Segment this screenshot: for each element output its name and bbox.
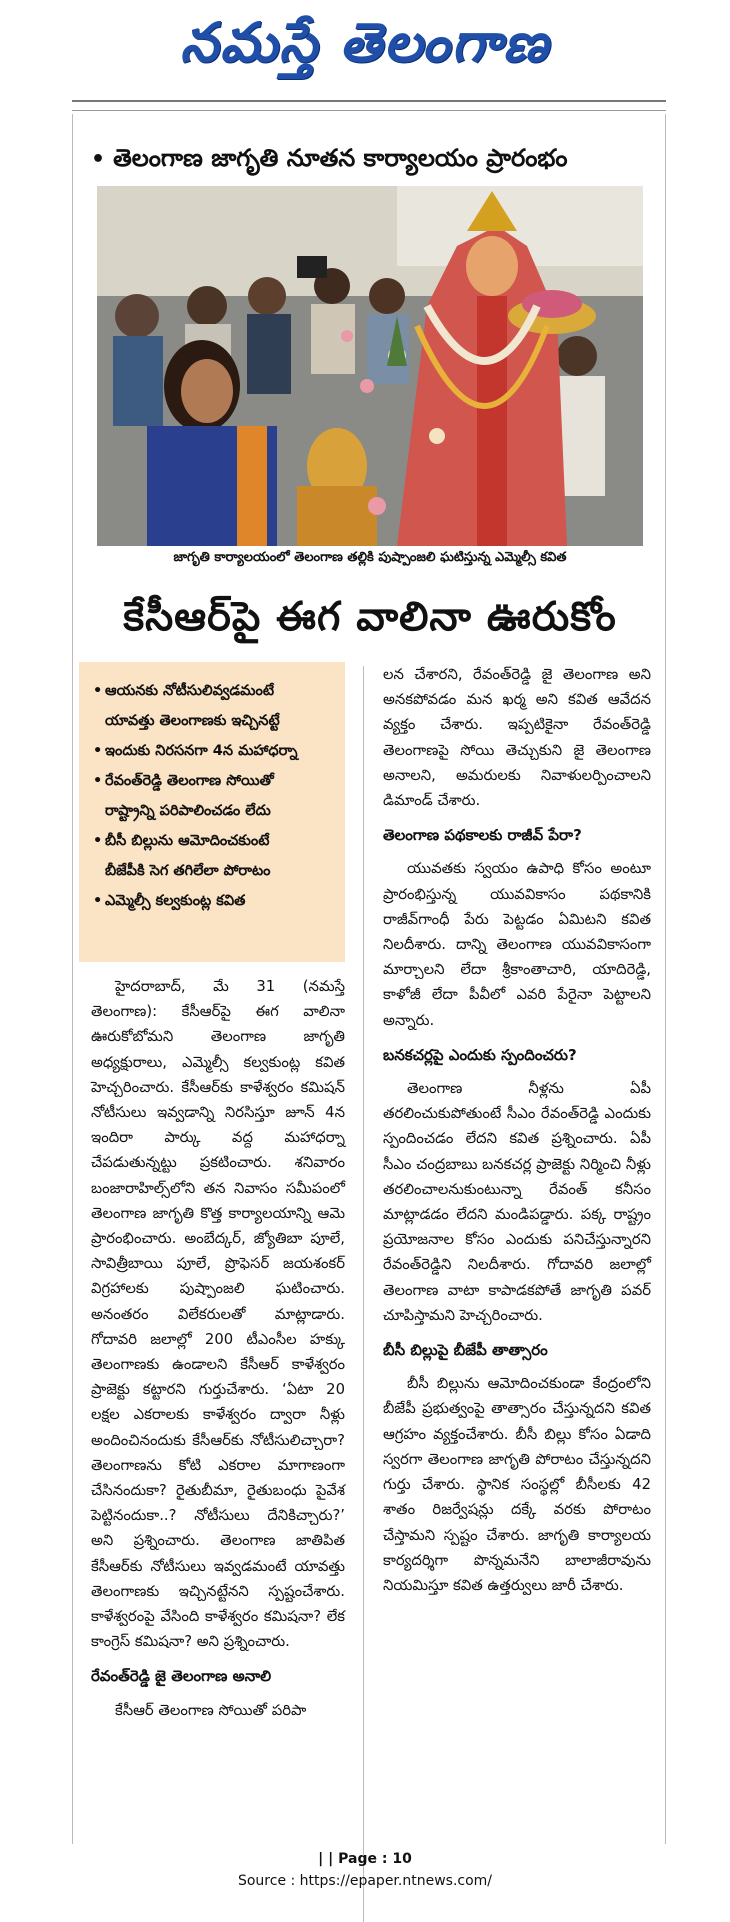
highlight-line: బీజేపీకి సెగ తగిలేలా పోరాటం xyxy=(105,863,271,879)
body-paragraph: యువతకు స్వయం ఉపాధి కోసం అంటూ ప్రారంభిస్తున్న యువవికాసం పథకానికి రాజీవ్‌గాంధీ పేరు పెట్టడం ఏమిటని కవిత నిలదీశారు. దాన్ని తెలంగాణ యువవికాసంగా మార్చాలని లేదా శ్రీకాంతాచారి, యాదిరెడ్డి, కాళోజీ లేదా పీవీలో ఎవరి పేరైనా పెట్టాలని అన్నారు. xyxy=(383,860,651,1029)
page-footer xyxy=(0,1848,730,1892)
bullet-icon: • xyxy=(93,683,103,699)
news-article xyxy=(72,114,666,1844)
photo-caption: జాగృతి కార్యాలయంలో తెలంగాణ తల్లికి పుష్పాంజలి ఘటిస్తున్న ఎమ్మెల్సీ కవిత xyxy=(173,550,567,565)
highlight-line: • ఎమ్మెల్సీ కల్వకుంట్ల కవిత xyxy=(93,886,337,916)
bullet-icon: • xyxy=(93,773,103,789)
body-paragraph: లన చేశారని, రేవంత్‌రెడ్డి జై తెలంగాణ అని అనకపోవడం మన ఖర్మ అని కవిత ఆవేదన వ్యక్తం చేశారు. ఇప్పటికైనా రేవంత్‌రెడ్డి తెలంగాణపై సోయి తెచ్చుకుని జై తెలంగాణ అనాలని, అమరులకు నివాళులర్పించాలని డిమాండ్ చేశారు. xyxy=(383,666,651,810)
bullet-icon: • xyxy=(93,743,103,759)
highlight-line: • ఇందుకు నిరసనగా 4న మహాధర్నా xyxy=(93,736,337,766)
highlight-line: • ఆయనకు నోటీసులివ్వడమంటే xyxy=(93,676,337,706)
subheading: రేవంత్‌రెడ్డి జై తెలంగాణ అనాలి xyxy=(91,1667,272,1686)
lead-paragraph: హైదరాబాద్, మే 31 (నమస్తే తెలంగాణ): కేసీఆర్‌పై ఈగ వాలినా ఊరుకోబోమని తెలంగాణ జాగృతి అధ్యక్షురాలు, ఎమ్మెల్సీ కల్వకుంట్ల కవిత హెచ్చరించారు. కేసీఆర్‌కు కాళేశ్వరం కమిషన్ నోటీసులు ఇవ్వడాన్ని నిరసిస్తూ జూన్ 4న ఇందిరా పార్కు వద్ద మహాధర్నా చేపడుతున్నట్టు ప్రకటించారు. శనివారం బంజారాహిల్స్‌లోని తన నివాసం సమీపంలో తెలంగాణ జాగృతి కొత్త కార్యాలయాన్ని ఆమె ప్రారంభించారు. అంబేద్కర్, జ్యోతిబా పూలే, సావిత్రీబాయి పూలే, ప్రొఫెసర్ జయశంకర్ విగ్రహాలకు పుష్పాంజలి ఘటించారు. అనంతరం విలేకరులతో మాట్లాడారు. గోదావరి జలాల్లో 200 టీఎంసీల హక్కు తెలంగాణకు ఉండాలని కేసీఆర్ కాళేశ్వరం ప్రాజెక్టు కట్టారని గుర్తుచేశారు. ‘ఏటా 20 లక్షల ఎకరాలకు కాళేశ్వరం ద్వారా నీళ్లు అందించినందుకు కేసీఆర్‌కు నోటీసులిచ్చారా? తెలంగాణను కోటి ఎకరాల మాగాణంగా చేసినందుకా? రైతుబీమా, రైతుబంధు పైవేశ పెట్టినందుకా..? నోటీసులు దేనికిచ్చారు?’ అని ప్రశ్నించారు. తెలంగాణ జాతిపిత కేసీఆర్‌కు నోటీసులు ఇవ్వడమంటే యావత్తు తెలంగాణకు ఇచ్చినట్టేనని స్పష్టంచేశారు. కాళేశ్వరంపై వేసింది కాళేశ్వరం కమిషనా? లేక కాంగ్రెస్ కమిషనా? అని ప్రశ్నించారు. xyxy=(91,978,345,1651)
bullet-icon: • xyxy=(93,833,103,849)
highlight-line: రాష్ట్రాన్ని పరిపాలించడం లేదు xyxy=(105,803,271,819)
subheading: బనకచర్లపై ఎందుకు స్పందించరు? xyxy=(383,1045,577,1064)
newspaper-logo: నమస్తే తెలంగాణ xyxy=(180,10,550,74)
subheading: తెలంగాణ పథకాలకు రాజీవ్ పేరా? xyxy=(383,826,582,845)
bullet-icon: • xyxy=(91,147,106,172)
highlight-line: యావత్తు తెలంగాణకు ఇచ్చినట్టే xyxy=(105,713,280,729)
masthead-rule-thin xyxy=(72,110,666,111)
subheading: బీసీ బిల్లుపై బీజేపీ తాత్సారం xyxy=(383,1341,548,1360)
highlight-line: • రేవంత్‌రెడ్డి తెలంగాణ సోయితో xyxy=(93,766,337,796)
photo-illustration xyxy=(97,186,643,546)
masthead-rule xyxy=(72,100,666,102)
left-column xyxy=(91,974,345,1723)
column-divider xyxy=(363,666,364,1922)
body-paragraph: తెలంగాణ నీళ్లను ఏపీ తరలించుకుపోతుంటే సీఎం రేవంత్‌రెడ్డి ఎందుకు స్పందించడం లేదని కవిత ప్రశ్నించారు. ఏపీ సీఎం చంద్రబాబు బనకచర్ల ప్రాజెక్టు నిర్మించి నీళ్లు తరలించాలనుకుంటున్నా రేవంత్ కనీసం మాట్లాడడం లేదని మండిపడ్డారు. పక్క రాష్ట్రం ప్రయోజనాల కోసం ఎందుకు పనిచేస్తున్నారని రేవంత్‌రెడ్డిని నిలదీశారు. గోదావరి జలాల్లో తెలంగాణ వాటా కాపాడకపోతే జాగృతి పవర్ చూపిస్తామని హెచ్చరించారు. xyxy=(383,1080,651,1324)
masthead xyxy=(0,0,730,96)
article-headline: కేసీఆర్‌పై ఈగ వాలినా ఊరుకోం xyxy=(123,594,617,640)
highlight-line: • బీసీ బిల్లును ఆమోదించకుంటే xyxy=(93,826,337,856)
article-photo xyxy=(97,186,643,546)
bullet-icon: • xyxy=(93,893,103,909)
article-kicker: • తెలంగాణ జాగృతి నూతన కార్యాలయం ప్రారంభం xyxy=(91,144,568,172)
body-paragraph: కేసీఆర్ తెలంగాణ సోయితో పరిపా xyxy=(115,1701,307,1719)
body-paragraph: బీసీ బిల్లును ఆమోదించకుండా కేంద్రంలోని బీజేపీ ప్రభుత్వంపై తాత్సారం చేస్తున్నదని కవిత ఆగ్రహం వ్యక్తంచేశారు. బీసీ బిల్లు కోసం ఏడాది స్వరగా తెలంగాణ జాగృతి పోరాటం చేస్తున్నదని గుర్తు చేశారు. స్థానిక సంస్థల్లో బీసీలకు 42 శాతం రిజర్వేషన్లు దక్కే వరకు పోరాటం చేస్తామని స్పష్టం చేశారు. జాగృతి కార్యాలయ కార్యదర్శిగా పొన్నమనేని బాలాజీరావును నియమిస్తూ కవిత ఉత్తర్వులు జారీ చేశారు. xyxy=(383,1375,651,1594)
page-number: | | Page : 10 xyxy=(318,1851,412,1867)
source-link[interactable]: Source : https://epaper.ntnews.com/ xyxy=(237,1873,493,1889)
right-column xyxy=(383,662,651,1598)
highlights-box xyxy=(79,662,345,962)
